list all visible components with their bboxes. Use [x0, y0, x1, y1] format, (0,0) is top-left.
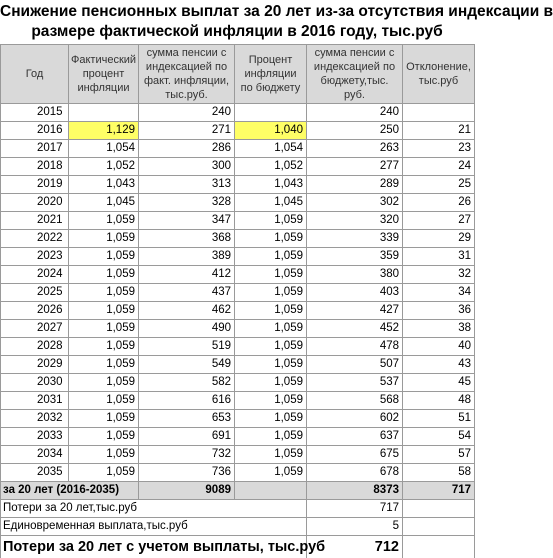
cell-pension-actual: 616 [139, 392, 235, 410]
cell-budget-inflation: 1,059 [235, 356, 307, 374]
cell-deviation: 40 [403, 338, 475, 356]
table-row [1, 428, 475, 446]
cell-year: 2033 [1, 428, 69, 446]
cell-pension-budget: 289 [307, 176, 403, 194]
table-row [1, 284, 475, 302]
cell-pension-actual: 240 [139, 104, 235, 122]
table-row [1, 302, 475, 320]
cell-pension-budget: 452 [307, 320, 403, 338]
final-label: Потери за 20 лет с учетом выплаты, тыс.руб [1, 536, 307, 558]
cell-actual-inflation: 1,059 [69, 374, 139, 392]
cell-deviation: 38 [403, 320, 475, 338]
cell-year: 2017 [1, 140, 69, 158]
cell-budget-inflation: 1,054 [235, 140, 307, 158]
cell-actual-inflation: 1,059 [69, 392, 139, 410]
cell-year: 2024 [1, 266, 69, 284]
table-row [1, 374, 475, 392]
cell-year: 2029 [1, 356, 69, 374]
table-row [1, 446, 475, 464]
cell-deviation: 23 [403, 140, 475, 158]
table-row [1, 176, 475, 194]
cell-actual-inflation: 1,059 [69, 410, 139, 428]
cell-deviation: 54 [403, 428, 475, 446]
cell-deviation: 58 [403, 464, 475, 482]
cell-actual-inflation: 1,059 [69, 266, 139, 284]
cell-year: 2022 [1, 230, 69, 248]
header-year: Год [1, 45, 69, 104]
cell-pension-actual: 412 [139, 266, 235, 284]
cell-year: 2020 [1, 194, 69, 212]
table-row [1, 464, 475, 482]
losses-empty [403, 500, 475, 518]
table-body [1, 104, 475, 482]
cell-budget-inflation: 1,059 [235, 410, 307, 428]
table-row [1, 320, 475, 338]
cell-deviation: 21 [403, 122, 475, 140]
cell-pension-actual: 313 [139, 176, 235, 194]
table-row [1, 410, 475, 428]
cell-year: 2027 [1, 320, 69, 338]
table-row [1, 158, 475, 176]
cell-pension-actual: 653 [139, 410, 235, 428]
one-time-row [1, 518, 475, 536]
cell-pension-actual: 328 [139, 194, 235, 212]
cell-budget-inflation: 1,059 [235, 464, 307, 482]
total-row [1, 482, 475, 500]
cell-pension-budget: 263 [307, 140, 403, 158]
title-line-1: Снижение пенсионных выплат за 20 лет из-за отсутствия индексации в [0, 2, 474, 22]
cell-pension-actual: 691 [139, 428, 235, 446]
cell-actual-inflation: 1,129 [69, 122, 139, 140]
cell-year: 2030 [1, 374, 69, 392]
cell-pension-budget: 240 [307, 104, 403, 122]
cell-pension-budget: 359 [307, 248, 403, 266]
cell-actual-inflation: 1,059 [69, 284, 139, 302]
cell-budget-inflation: 1,059 [235, 428, 307, 446]
cell-budget-inflation [235, 104, 307, 122]
header-actual-inflation: Фактический процент инфляции [69, 45, 139, 104]
cell-actual-inflation: 1,052 [69, 158, 139, 176]
header-pension-actual: сумма пенсии с индексацией по факт. инфляции, тыс.руб. [139, 45, 235, 104]
total-label: за 20 лет (2016-2035) [1, 482, 139, 500]
cell-pension-budget: 537 [307, 374, 403, 392]
total-pension-actual: 9089 [139, 482, 235, 500]
table-row [1, 338, 475, 356]
cell-deviation: 29 [403, 230, 475, 248]
losses-label: Потери за 20 лет,тыс.руб [1, 500, 307, 518]
cell-budget-inflation: 1,059 [235, 320, 307, 338]
cell-pension-actual: 462 [139, 302, 235, 320]
cell-actual-inflation: 1,059 [69, 428, 139, 446]
cell-actual-inflation: 1,059 [69, 464, 139, 482]
cell-pension-budget: 320 [307, 212, 403, 230]
cell-deviation: 51 [403, 410, 475, 428]
cell-pension-budget: 339 [307, 230, 403, 248]
cell-deviation: 34 [403, 284, 475, 302]
cell-year: 2031 [1, 392, 69, 410]
table-row [1, 104, 475, 122]
cell-actual-inflation: 1,059 [69, 320, 139, 338]
cell-actual-inflation: 1,059 [69, 446, 139, 464]
cell-budget-inflation: 1,045 [235, 194, 307, 212]
cell-deviation: 27 [403, 212, 475, 230]
one-time-empty [403, 518, 475, 536]
cell-pension-budget: 637 [307, 428, 403, 446]
cell-pension-budget: 250 [307, 122, 403, 140]
header-pension-budget: сумма пенсии с индексацией по бюджету,тыс. руб. [307, 45, 403, 104]
cell-pension-budget: 302 [307, 194, 403, 212]
cell-actual-inflation: 1,059 [69, 338, 139, 356]
cell-pension-budget: 678 [307, 464, 403, 482]
cell-pension-actual: 732 [139, 446, 235, 464]
cell-actual-inflation [69, 104, 139, 122]
cell-year: 2034 [1, 446, 69, 464]
total-deviation: 717 [403, 482, 475, 500]
header-row [1, 45, 475, 104]
cell-budget-inflation: 1,059 [235, 338, 307, 356]
cell-budget-inflation: 1,059 [235, 446, 307, 464]
cell-year: 2016 [1, 122, 69, 140]
cell-pension-actual: 519 [139, 338, 235, 356]
cell-deviation: 45 [403, 374, 475, 392]
cell-pension-budget: 427 [307, 302, 403, 320]
final-value: 712 [307, 536, 403, 558]
cell-pension-budget: 568 [307, 392, 403, 410]
cell-budget-inflation: 1,059 [235, 284, 307, 302]
cell-deviation [403, 104, 475, 122]
cell-pension-actual: 347 [139, 212, 235, 230]
cell-actual-inflation: 1,059 [69, 356, 139, 374]
header-budget-inflation: Процент инфляции по бюджету [235, 45, 307, 104]
cell-pension-actual: 549 [139, 356, 235, 374]
total-empty [235, 482, 307, 500]
cell-pension-budget: 403 [307, 284, 403, 302]
cell-deviation: 43 [403, 356, 475, 374]
table-row [1, 230, 475, 248]
table-row [1, 212, 475, 230]
cell-year: 2028 [1, 338, 69, 356]
cell-deviation: 48 [403, 392, 475, 410]
page-title [0, 0, 474, 44]
table-row [1, 194, 475, 212]
cell-actual-inflation: 1,059 [69, 212, 139, 230]
cell-actual-inflation: 1,043 [69, 176, 139, 194]
cell-pension-actual: 300 [139, 158, 235, 176]
cell-deviation: 25 [403, 176, 475, 194]
title-line-2: размере фактической инфляции в 2016 году, тыс.руб [0, 22, 474, 42]
total-pension-budget: 8373 [307, 482, 403, 500]
one-time-value: 5 [307, 518, 403, 536]
cell-pension-budget: 478 [307, 338, 403, 356]
cell-actual-inflation: 1,059 [69, 248, 139, 266]
table-row [1, 266, 475, 284]
cell-pension-actual: 368 [139, 230, 235, 248]
cell-actual-inflation: 1,054 [69, 140, 139, 158]
table-row [1, 392, 475, 410]
cell-pension-actual: 286 [139, 140, 235, 158]
cell-budget-inflation: 1,059 [235, 248, 307, 266]
cell-budget-inflation: 1,059 [235, 374, 307, 392]
cell-deviation: 24 [403, 158, 475, 176]
table-row [1, 356, 475, 374]
table-row [1, 140, 475, 158]
cell-budget-inflation: 1,052 [235, 158, 307, 176]
cell-year: 2018 [1, 158, 69, 176]
cell-year: 2021 [1, 212, 69, 230]
cell-budget-inflation: 1,059 [235, 302, 307, 320]
cell-budget-inflation: 1,059 [235, 230, 307, 248]
losses-value: 717 [307, 500, 403, 518]
cell-budget-inflation: 1,059 [235, 212, 307, 230]
cell-year: 2019 [1, 176, 69, 194]
cell-deviation: 36 [403, 302, 475, 320]
cell-pension-actual: 582 [139, 374, 235, 392]
losses-row [1, 500, 475, 518]
cell-budget-inflation: 1,043 [235, 176, 307, 194]
header-deviation: Отклонение, тыс.руб [403, 45, 475, 104]
cell-pension-budget: 602 [307, 410, 403, 428]
cell-pension-actual: 389 [139, 248, 235, 266]
cell-actual-inflation: 1,059 [69, 230, 139, 248]
cell-actual-inflation: 1,045 [69, 194, 139, 212]
cell-year: 2023 [1, 248, 69, 266]
cell-deviation: 26 [403, 194, 475, 212]
cell-pension-budget: 380 [307, 266, 403, 284]
cell-year: 2026 [1, 302, 69, 320]
cell-year: 2032 [1, 410, 69, 428]
cell-year: 2035 [1, 464, 69, 482]
pension-table [0, 44, 475, 558]
final-row [1, 536, 475, 558]
cell-pension-actual: 736 [139, 464, 235, 482]
cell-actual-inflation: 1,059 [69, 302, 139, 320]
cell-deviation: 57 [403, 446, 475, 464]
table-row [1, 122, 475, 140]
one-time-label: Единовременная выплата,тыс.руб [1, 518, 307, 536]
cell-budget-inflation: 1,059 [235, 266, 307, 284]
cell-deviation: 32 [403, 266, 475, 284]
cell-year: 2015 [1, 104, 69, 122]
cell-pension-budget: 675 [307, 446, 403, 464]
cell-year: 2025 [1, 284, 69, 302]
cell-pension-actual: 437 [139, 284, 235, 302]
cell-budget-inflation: 1,040 [235, 122, 307, 140]
cell-pension-actual: 271 [139, 122, 235, 140]
cell-pension-budget: 507 [307, 356, 403, 374]
final-empty [403, 536, 475, 558]
cell-deviation: 31 [403, 248, 475, 266]
cell-pension-budget: 277 [307, 158, 403, 176]
table-row [1, 248, 475, 266]
cell-budget-inflation: 1,059 [235, 392, 307, 410]
cell-pension-actual: 490 [139, 320, 235, 338]
